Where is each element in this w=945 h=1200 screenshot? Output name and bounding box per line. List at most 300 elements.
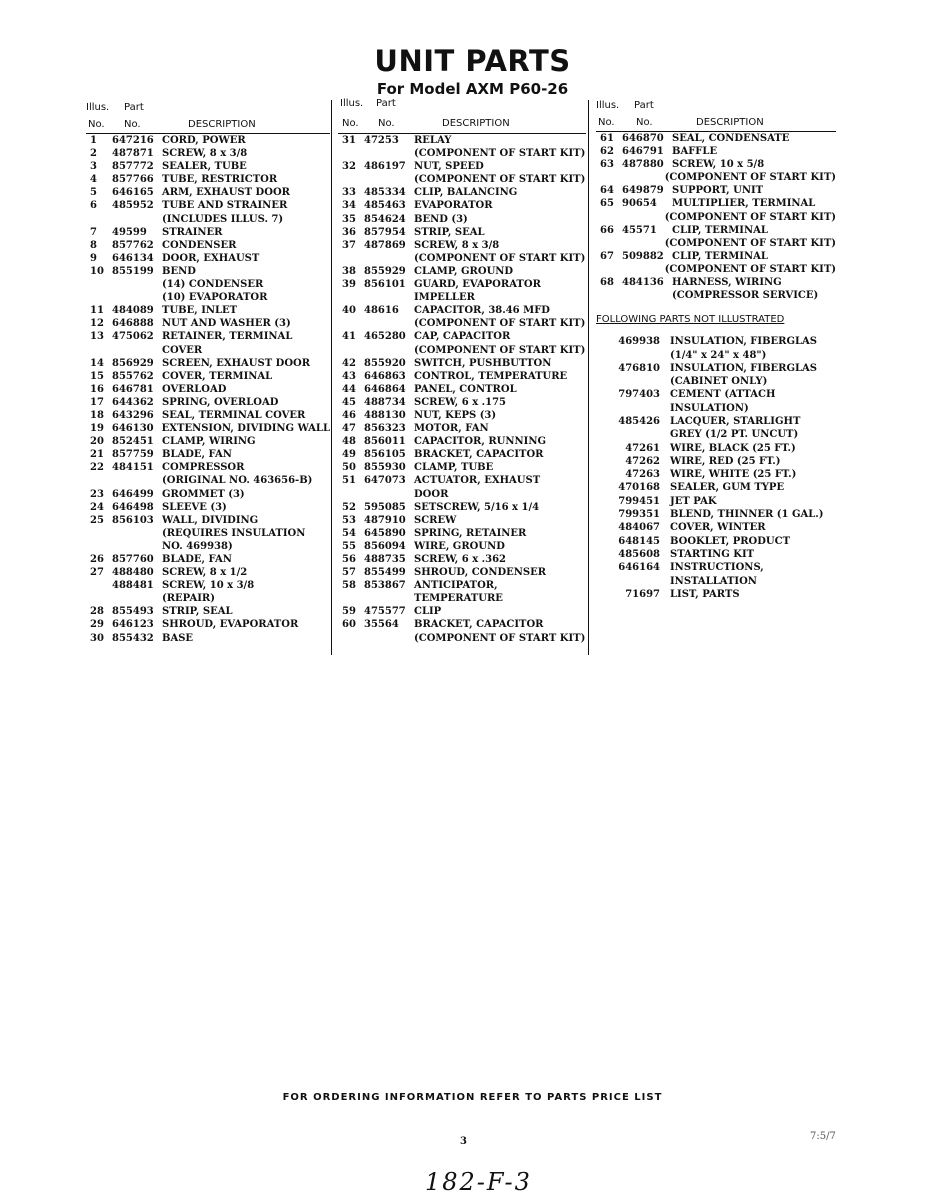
part-description: STRIP, SEAL (162, 606, 233, 618)
parts-row (338, 147, 586, 160)
parts-row (338, 618, 586, 631)
illus-number (86, 474, 112, 487)
part-number: 47263 (625, 469, 660, 481)
part-number (364, 344, 414, 357)
handwritten-code: 182-F-3 (425, 1168, 532, 1196)
part-description: BEND (162, 265, 196, 277)
not-illustrated-row (596, 455, 836, 468)
part-description: COVER (162, 344, 203, 356)
part-number: 45571 (622, 224, 657, 236)
illus-number (86, 344, 112, 357)
part-number: 488734 (364, 396, 406, 408)
parts-row (86, 186, 330, 199)
part-description: GROMMET (3) (162, 488, 245, 500)
part-description: (INCLUDES ILLUS. 7) (162, 213, 284, 225)
illus-number: 26 (90, 554, 104, 565)
model-subtitle: For Model AXM P60-26 (376, 80, 569, 98)
illus-number (338, 252, 364, 265)
parts-row (338, 579, 586, 592)
illus-number: 60 (342, 619, 356, 631)
part-description: SETSCREW, 5/16 x 1/4 (414, 501, 540, 513)
part-no-label: No. (124, 119, 141, 130)
parts-row (86, 330, 330, 343)
parts-row (86, 291, 330, 304)
parts-row (86, 514, 330, 527)
illus-number: 30 (90, 632, 104, 644)
part-number: 595085 (364, 501, 406, 513)
parts-row (596, 263, 836, 276)
not-illustrated-row (596, 388, 836, 401)
illus-number: 49 (342, 449, 356, 461)
illus-number (596, 289, 622, 302)
parts-row (338, 317, 586, 330)
part-description: SEAL, CONDENSATE (672, 133, 790, 144)
part-number: 475062 (112, 331, 154, 343)
part-number (622, 289, 672, 302)
part-number: 488735 (364, 554, 406, 565)
part-description: SPRING, OVERLOAD (162, 396, 279, 408)
illus-label: Illus. (86, 102, 110, 113)
illus-number: 29 (90, 619, 104, 631)
not-illustrated-row (596, 535, 836, 548)
part-number: 470168 (618, 482, 660, 494)
part-description: (REPAIR) (162, 593, 215, 605)
illus-number (338, 317, 364, 330)
illus-number (338, 291, 364, 304)
part-description: MULTIPLIER, TERMINAL (672, 198, 816, 210)
part-description: SCREW (414, 514, 457, 526)
part-number: 648145 (618, 535, 660, 547)
part-description: ACTUATOR, EXHAUST (414, 475, 541, 487)
not-illustrated-row (596, 588, 836, 601)
part-number: 857766 (112, 174, 154, 186)
part-description: (COMPONENT OF START KIT) (414, 344, 586, 356)
illus-number: 67 (600, 250, 614, 262)
part-description: STRAINER (162, 226, 223, 238)
document-code: 7:5/7 (810, 1131, 836, 1142)
part-number (596, 575, 670, 588)
parts-row (338, 186, 586, 199)
not-illustrated-row (596, 548, 836, 561)
part-description: CLIP (414, 606, 442, 618)
not-illustrated-row (596, 561, 836, 574)
part-description: TUBE AND STRAINER (162, 200, 288, 212)
part-description: EVAPORATOR (414, 200, 493, 212)
part-description: INSTRUCTIONS, (670, 562, 764, 574)
not-illustrated-row (596, 442, 836, 455)
illus-number: 51 (342, 475, 356, 487)
parts-row (86, 553, 330, 566)
header-rule (596, 131, 836, 132)
illus-number: 18 (90, 409, 104, 421)
part-number: 47253 (364, 135, 399, 146)
part-number: 799451 (618, 495, 660, 507)
illus-number: 9 (90, 252, 97, 264)
part-description: WIRE, BLACK (25 FT.) (670, 442, 796, 454)
part-description: (COMPONENT OF START KIT) (664, 172, 836, 184)
illus-number: 20 (90, 436, 104, 448)
part-number: 797403 (618, 389, 660, 401)
part-number: 509882 (622, 250, 664, 262)
part-description: PANEL, CONTROL (414, 383, 517, 395)
parts-row (338, 474, 586, 487)
parts-row (86, 317, 330, 330)
part-number (112, 278, 162, 291)
part-number: 476810 (618, 362, 660, 374)
part-number: 49599 (112, 226, 147, 238)
part-number (112, 527, 162, 540)
part-description: (ORIGINAL NO. 463656-B) (162, 475, 313, 487)
illus-number (596, 211, 620, 224)
part-description: RELAY (414, 135, 452, 146)
part-description: COVER, WINTER (670, 522, 766, 534)
part-number: 855199 (112, 265, 154, 277)
parts-row (86, 540, 330, 553)
part-number: 646863 (364, 370, 406, 382)
parts-row (338, 278, 586, 291)
part-description: CONTROL, TEMPERATURE (414, 370, 568, 382)
part-description: HARNESS, WIRING (672, 277, 782, 289)
part-description: (COMPONENT OF START KIT) (414, 148, 586, 160)
parts-row (86, 357, 330, 370)
part-number: 646870 (622, 133, 664, 144)
part-number: 856105 (364, 449, 406, 461)
part-number: 485463 (364, 200, 406, 212)
illus-number (596, 171, 620, 184)
part-number (620, 237, 665, 250)
parts-row (596, 171, 836, 184)
part-description: ANTICIPATOR, (414, 580, 498, 592)
illus-number: 46 (342, 409, 356, 421)
parts-row (86, 304, 330, 317)
part-number (364, 488, 414, 501)
parts-row (338, 291, 586, 304)
not-illustrated-row (596, 508, 836, 521)
page-title: UNIT PARTS (374, 44, 571, 78)
part-number: 485334 (364, 187, 406, 199)
part-number: 71697 (625, 588, 660, 600)
part-description: SEAL, TERMINAL COVER (162, 409, 306, 421)
part-number: 853867 (364, 580, 406, 592)
illus-number (86, 527, 112, 540)
parts-row (338, 540, 586, 553)
parts-row (86, 396, 330, 409)
part-description: SPRING, RETAINER (414, 527, 527, 539)
part-description: (COMPONENT OF START KIT) (414, 174, 586, 186)
column-header (596, 98, 836, 132)
page-number: 3 (460, 1136, 467, 1147)
part-number: 488481 (112, 580, 154, 592)
illus-number: 23 (90, 488, 104, 500)
part-description: WALL, DIVIDING (162, 514, 259, 526)
parts-row (338, 632, 586, 645)
illus-number (338, 592, 364, 605)
part-number: 469938 (618, 336, 660, 348)
part-description: (COMPRESSOR SERVICE) (672, 290, 819, 302)
part-description: CAP, CAPACITOR (414, 331, 511, 343)
part-description: LIST, PARTS (670, 588, 740, 600)
part-description: NO. 469938) (162, 540, 233, 552)
part-number: 856323 (364, 423, 406, 435)
part-label: Part (376, 98, 396, 109)
illus-number: 36 (342, 226, 356, 238)
part-number: 48616 (364, 305, 399, 317)
part-description: (CABINET ONLY) (670, 376, 768, 388)
illus-number: 33 (342, 187, 356, 199)
illus-number: 65 (600, 198, 614, 210)
part-description: BLADE, FAN (162, 449, 232, 461)
part-number (112, 540, 162, 553)
part-number: 852451 (112, 436, 154, 448)
part-description: NUT, SPEED (414, 161, 484, 173)
illus-number (338, 147, 364, 160)
parts-row (338, 383, 586, 396)
part-description: EXTENSION, DIVIDING WALL (161, 423, 330, 435)
parts-row (86, 252, 330, 265)
part-number: 855499 (364, 567, 406, 579)
illus-number: 27 (90, 567, 104, 579)
part-description: RETAINER, TERMINAL (162, 331, 293, 343)
description-label: DESCRIPTION (696, 117, 764, 128)
illus-number: 8 (90, 239, 97, 251)
part-description: GUARD, EVAPORATOR (414, 279, 541, 291)
part-description: SEALER, GUM TYPE (670, 482, 785, 494)
illus-number: 54 (342, 527, 356, 539)
part-description: ARM, EXHAUST DOOR (162, 187, 290, 199)
illus-number: 47 (342, 423, 356, 435)
illus-number: 57 (342, 567, 356, 579)
part-number: 857772 (112, 161, 154, 173)
illus-number: 48 (342, 436, 356, 448)
parts-column-1 (86, 100, 330, 645)
part-number: 646888 (112, 318, 154, 330)
part-description: CAPACITOR, RUNNING (414, 436, 547, 448)
part-description: DOOR, EXHAUST (162, 252, 260, 264)
part-number: 487910 (364, 514, 406, 526)
illus-number: 42 (342, 357, 356, 369)
parts-row (596, 184, 836, 197)
part-description: SCREW, 10 x 5/8 (672, 159, 765, 171)
part-number (364, 173, 414, 186)
illus-number: 45 (342, 396, 356, 408)
parts-row (86, 239, 330, 252)
illus-number: 4 (90, 174, 97, 186)
part-number: 484136 (622, 277, 664, 289)
part-number: 646781 (112, 383, 154, 395)
part-number: 857762 (112, 239, 154, 251)
not-illustrated-row (596, 481, 836, 494)
part-description: STRIP, SEAL (414, 226, 485, 238)
part-description: LACQUER, STARLIGHT (670, 416, 801, 427)
part-description: DOOR (414, 488, 449, 500)
part-description: (COMPONENT OF START KIT) (664, 263, 836, 275)
illus-number (86, 579, 112, 592)
not-illustrated-heading: FOLLOWING PARTS NOT ILLUSTRATED (596, 314, 785, 326)
parts-row (86, 632, 330, 645)
part-description: SCREW, 6 x .175 (414, 396, 506, 408)
parts-row (338, 527, 586, 540)
part-description: CLAMP, GROUND (414, 265, 514, 277)
parts-row (86, 592, 330, 605)
illus-number (86, 278, 112, 291)
part-number: 484067 (618, 522, 660, 534)
part-number (364, 632, 414, 645)
not-illustrated-row (596, 362, 836, 375)
parts-row (596, 289, 836, 302)
part-number: 646130 (111, 423, 154, 435)
parts-row (596, 145, 836, 158)
part-description: CLIP, TERMINAL (672, 224, 768, 236)
parts-row (86, 134, 330, 147)
part-description: BOOKLET, PRODUCT (670, 535, 791, 547)
part-number: 47262 (625, 455, 660, 467)
column-divider (588, 100, 589, 655)
parts-row (596, 276, 836, 289)
part-description: (COMPONENT OF START KIT) (664, 211, 836, 223)
parts-row (86, 409, 330, 422)
parts-row (338, 370, 586, 383)
part-number (112, 474, 162, 487)
illus-number (86, 213, 112, 226)
part-description: BLEND, THINNER (1 GAL.) (670, 509, 824, 521)
parts-row (86, 579, 330, 592)
part-number: 484089 (112, 305, 154, 317)
part-number: 855930 (364, 462, 406, 474)
parts-row (86, 213, 330, 226)
column-divider (331, 100, 332, 655)
parts-row (596, 211, 836, 224)
parts-row (338, 199, 586, 212)
illus-number: 43 (342, 370, 356, 382)
header-rule (86, 133, 330, 134)
part-description: SEALER, TUBE (162, 161, 247, 173)
part-description: CLIP, BALANCING (414, 187, 518, 199)
illus-number: 28 (90, 606, 104, 618)
part-description: (REQUIRES INSULATION (162, 527, 306, 539)
parts-row (338, 213, 586, 226)
description-label: DESCRIPTION (442, 118, 510, 129)
parts-row (86, 265, 330, 278)
part-description: CORD, POWER (162, 135, 246, 146)
part-number (112, 213, 162, 226)
parts-row (86, 618, 330, 631)
illus-number (86, 540, 112, 553)
part-number (112, 592, 162, 605)
illus-number: 34 (342, 200, 356, 212)
part-label: Part (634, 100, 654, 111)
parts-row (338, 252, 586, 265)
parts-row (86, 435, 330, 448)
illus-label: Illus. (596, 100, 620, 111)
illus-number: 68 (600, 277, 614, 289)
illus-number: 50 (342, 462, 356, 474)
part-description: SCREEN, EXHAUST DOOR (162, 357, 311, 369)
part-number: 855762 (112, 370, 154, 382)
part-description: CLAMP, TUBE (414, 462, 494, 474)
parts-row (596, 224, 836, 237)
parts-row (338, 226, 586, 239)
part-description: BRACKET, CAPACITOR (414, 449, 544, 461)
part-number: 488480 (112, 567, 154, 579)
parts-row (338, 239, 586, 252)
part-number: 488130 (364, 409, 406, 421)
part-number: 857759 (112, 449, 154, 461)
part-description: SCREW, 8 x 1/2 (162, 567, 248, 579)
part-description: OVERLOAD (162, 383, 227, 395)
part-description: INSULATION) (670, 402, 749, 414)
part-number: 645890 (364, 527, 406, 539)
parts-column-2 (338, 96, 586, 645)
illus-number: 41 (342, 331, 356, 343)
part-description: SWITCH, PUSHBUTTON (414, 357, 552, 369)
parts-row (596, 237, 836, 250)
parts-row (86, 383, 330, 396)
illus-number: 31 (342, 135, 356, 146)
description-label: DESCRIPTION (188, 119, 256, 130)
parts-row (86, 160, 330, 173)
part-number: 855920 (364, 357, 406, 369)
illus-number (338, 488, 364, 501)
parts-row (338, 461, 586, 474)
part-description: CAPACITOR, 38.46 MFD (414, 305, 550, 317)
parts-row (86, 173, 330, 186)
part-number: 646164 (618, 562, 660, 574)
part-number: 643296 (112, 409, 154, 421)
parts-row (86, 527, 330, 540)
part-number: 487871 (112, 148, 154, 160)
parts-row (338, 435, 586, 448)
parts-row (86, 199, 330, 212)
parts-row (338, 553, 586, 566)
part-description: BAFFLE (672, 146, 718, 158)
part-description: INSULATION, FIBERGLAS (670, 362, 818, 374)
part-description: WIRE, GROUND (414, 540, 505, 552)
part-number: 486197 (364, 161, 406, 173)
part-number: 649879 (622, 185, 664, 197)
parts-row (86, 147, 330, 160)
parts-row (338, 488, 586, 501)
part-number: 799351 (618, 509, 660, 521)
part-number: 855432 (112, 632, 154, 644)
part-description: JET PAK (670, 495, 717, 507)
parts-column-3 (596, 98, 836, 601)
illus-number: 53 (342, 514, 356, 526)
part-number: 647216 (112, 135, 154, 146)
parts-row (338, 160, 586, 173)
part-number: 487869 (364, 239, 406, 251)
illus-no-label: No. (598, 117, 615, 128)
illus-number (86, 592, 112, 605)
illus-number: 66 (600, 224, 614, 236)
part-description: SHROUD, CONDENSER (414, 567, 547, 579)
illus-number: 35 (342, 213, 356, 225)
part-description: SCREW, 10 x 3/8 (162, 580, 255, 592)
not-illustrated-row (596, 521, 836, 534)
not-illustrated-row (596, 375, 836, 388)
not-illustrated-row (596, 428, 836, 441)
part-description: CONDENSER (162, 239, 237, 251)
illus-no-label: No. (342, 118, 359, 129)
part-number: 647073 (364, 475, 406, 487)
illus-number: 6 (90, 200, 97, 212)
part-number: 856094 (364, 540, 406, 552)
parts-row (86, 605, 330, 618)
part-number: 485426 (618, 416, 660, 427)
illus-number (596, 237, 620, 250)
illus-number (338, 173, 364, 186)
part-number: 856929 (112, 357, 154, 369)
parts-row (338, 605, 586, 618)
